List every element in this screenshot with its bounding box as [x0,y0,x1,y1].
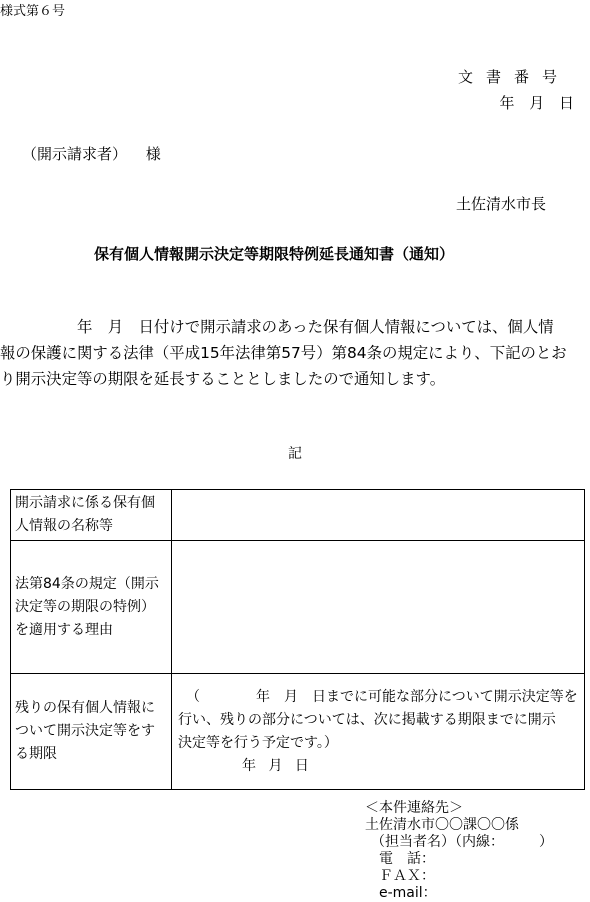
notice-table [10,489,585,790]
row-label-reason [11,541,172,674]
label-line: 決定等の期限の特例） [15,598,155,615]
deadline-date: 年 月 日 [242,757,309,774]
sender-name: 土佐清水市長 [455,195,546,213]
contact-department: 土佐清水市〇〇課〇〇係 [365,817,519,833]
contact-phone: 電 話： [379,851,435,867]
value-line: 決定等を行う予定です。） [178,734,338,751]
body-line: 報の保護に関する法律（平成15年法律第57号）第84条の規定により、下記のとお [0,344,567,362]
contact-fax: ＦＡＸ： [379,868,435,884]
label-line: 残りの保有個人情報に [15,700,155,716]
label-line: 開示請求に係る保有個 [15,495,155,511]
label-line: 法第84条の規定（開示 [15,575,159,592]
form-number: 様式第６号 [0,4,66,19]
contact-person: （担当者名）（内線： ） [371,834,553,850]
document-number-label: 文書番号 [457,68,570,86]
row-value-deadline [172,674,585,790]
table-row [11,541,585,674]
document-date-label: 年 月 日 [499,94,574,112]
label-line: 人情報の名称等 [15,518,113,534]
value-line: 行い、残りの部分については、次に掲載する期限までに開示 [178,711,556,728]
contact-email: e-mail： [379,885,437,901]
notice-body [0,314,590,392]
table-row [11,674,585,790]
row-value-reason [172,541,585,674]
ki-heading: 記 [288,446,302,462]
document-title: 保有個人情報開示決定等期限特例延長通知書（通知） [94,245,455,263]
contact-heading: ＜本件連絡先＞ [365,800,463,816]
table-row [11,490,585,541]
addressee: （開示請求者） 様 [22,145,161,163]
label-line: を適用する理由 [15,621,113,638]
label-line: る期限 [15,746,57,762]
row-label-info-name [11,490,172,541]
contact-block [365,800,553,902]
row-label-deadline [11,674,172,790]
body-line: り開示決定等の期限を延長することとしましたので通知します。 [0,370,446,388]
value-line: （ 年 月 日までに可能な部分について開示決定等を [186,688,578,705]
label-line: ついて開示決定等をす [15,723,155,739]
body-line: 年 月 日付けで開示請求のあった保有個人情報については、個人情 [0,318,554,336]
row-value-info-name [172,490,585,541]
